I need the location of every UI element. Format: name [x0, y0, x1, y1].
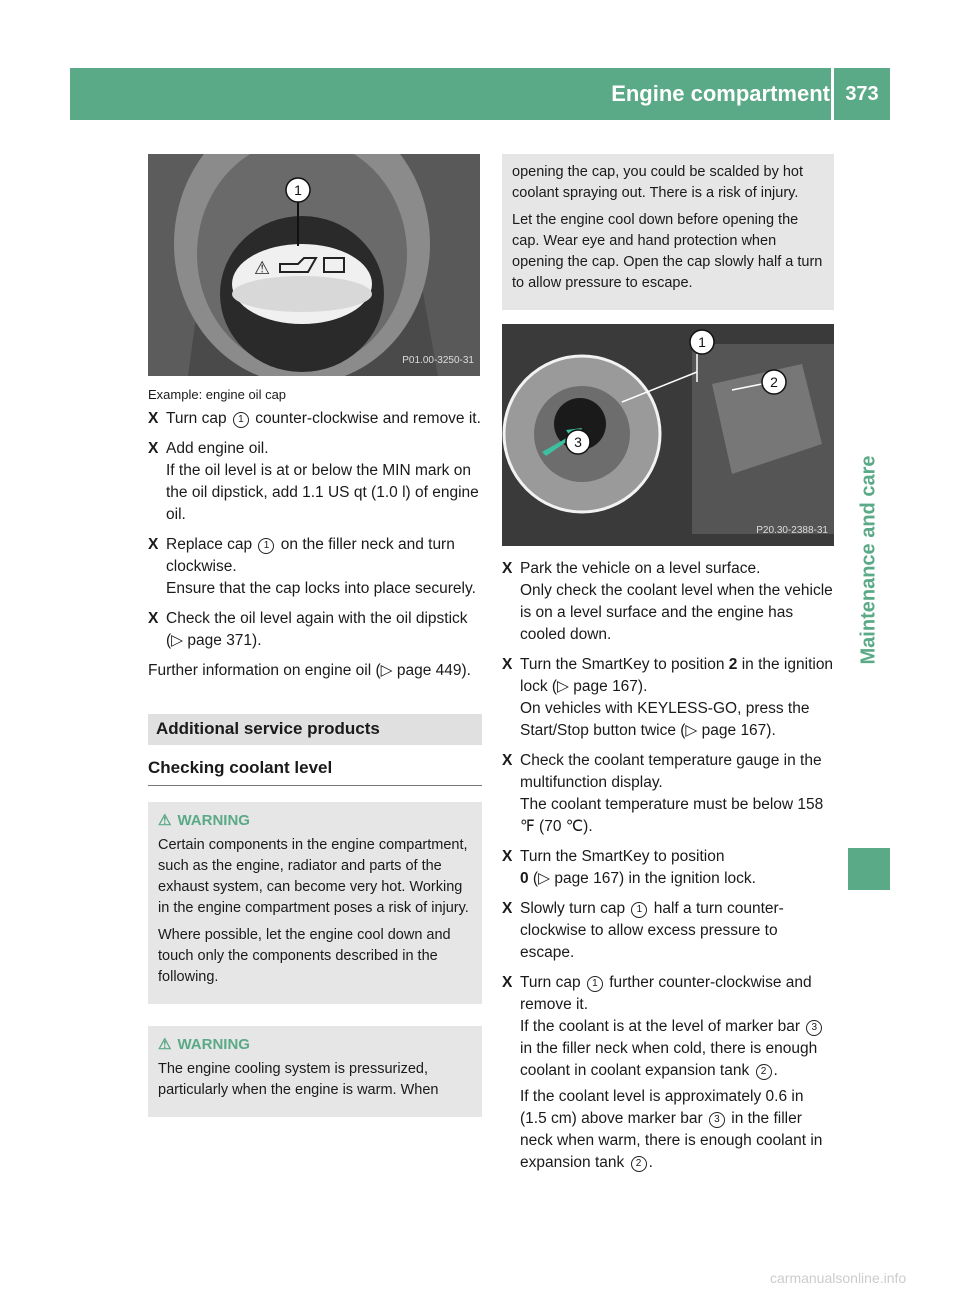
- page-ref-icon: ▷: [685, 722, 698, 739]
- step-smartkey-2: X Turn the SmartKey to position 2 in the ignition lock (▷ page 167). On vehicles with KEYLESS-GO, press the Start/Stop button twice (▷ page 167).: [502, 656, 834, 739]
- step-add-oil: X Add engine oil. If the oil level is at or below the MIN mark on the oil dipstick, add 1.1 US qt (1.0 l) of engine oil.: [148, 440, 479, 523]
- page-ref-icon: ▷: [380, 662, 393, 679]
- warning-box-pressurized: ⚠ WARNING The engine cooling system is pressurized, particularly when the engine is warm. When: [148, 1026, 482, 1117]
- step-arrow-icon: X: [502, 560, 513, 577]
- photo-code: P01.00-3250-31: [402, 355, 474, 366]
- step-smartkey-0: X Turn the SmartKey to position 0 (▷ page 167) in the ignition lock.: [502, 848, 756, 887]
- warning-symbol-icon: ⚠: [254, 258, 271, 279]
- callout-1: 1: [294, 182, 302, 198]
- page-number: 373: [845, 83, 879, 105]
- step-arrow-icon: X: [502, 752, 513, 769]
- oil-cap-photo: [148, 154, 480, 376]
- subsection-heading: Checking coolant level: [148, 745, 482, 786]
- step-arrow-icon: X: [148, 610, 159, 627]
- photo-caption: Example: engine oil cap: [148, 387, 287, 402]
- step-check-level: X Check the oil level again with the oil dipstick (▷ page 371).: [148, 610, 468, 649]
- right-column: [502, 154, 834, 1182]
- step-arrow-icon: X: [502, 848, 513, 865]
- section-heading: Additional service products: [148, 714, 482, 745]
- step-replace-cap: X Replace cap 1 on the filler neck and turn clockwise. Ensure that the cap locks into place securely.: [148, 536, 476, 597]
- left-column: [148, 154, 482, 1117]
- step-arrow-icon: X: [502, 900, 513, 917]
- chapter-tab-label: Maintenance and care: [857, 455, 880, 665]
- further-info: Further information on engine oil (▷ page 449).: [148, 662, 471, 679]
- step-slowly-turn-cap: X Slowly turn cap 1 half a turn counter-clockwise to allow excess pressure to escape.: [502, 900, 784, 961]
- step-arrow-icon: X: [148, 410, 159, 427]
- step-arrow-icon: X: [502, 656, 513, 673]
- step-remove-cap: X Turn cap 1 further counter-clockwise and remove it. If the coolant is at the level of marker bar 3 in the filler neck when cold, there is enough coolant in coolant expansion tank 2 . If the coolant level is approximately 0.6 in (1.5 cm) above marker bar 3 in the filler neck when warm, there is enough coolant in expansion tank 2 .: [502, 974, 823, 1171]
- page-ref-icon: ▷: [538, 870, 551, 887]
- step-arrow-icon: X: [148, 536, 159, 553]
- callout-2: 2: [770, 374, 778, 390]
- site-watermark: carmanualsonline.info: [770, 1270, 907, 1286]
- step-arrow-icon: X: [502, 974, 513, 991]
- step-check-gauge: X Check the coolant temperature gauge in the multifunction display. The coolant temperature must be below 158 ℉ (70 ℃).: [502, 752, 824, 835]
- step-park-level: X Park the vehicle on a level surface. Only check the coolant level when the vehicle is on a level surface and the engine has cooled down.: [502, 560, 833, 643]
- step-turn-cap: X Turn cap 1 counter-clockwise and remove it.: [148, 408, 482, 430]
- chapter-tab-marker: [848, 848, 890, 890]
- warning-triangle-icon: ⚠: [158, 812, 172, 829]
- page-ref-icon: ▷: [171, 632, 184, 649]
- step-arrow-icon: X: [148, 440, 159, 457]
- warning-triangle-icon: ⚠: [158, 1036, 172, 1053]
- page-ref-icon: ▷: [557, 678, 569, 695]
- warning-box-continued: opening the cap, you could be scalded by hot coolant spraying out. There is a risk of injury. Let the engine cool down before opening the cap. Wear eye and hand protection when opening the cap. Open the cap slowly half a turn to allow pressure to escape.: [502, 154, 834, 310]
- callout-1: 1: [698, 334, 706, 350]
- coolant-illustration: [502, 324, 834, 546]
- callout-3: 3: [574, 434, 582, 450]
- warning-box-hot-components: ⚠ WARNING Certain components in the engine compartment, such as the engine, radiator and parts of the exhaust system, can become very hot. Working in the engine compartment poses a risk of injury. Where possible, let the engine cool down and touch only the components described in the following.: [148, 802, 482, 1004]
- page-title: Engine compartment: [611, 81, 830, 106]
- oil-cap-illustration: [148, 154, 480, 376]
- coolant-tank-photo: [502, 324, 834, 546]
- photo-code: P20.30-2388-31: [756, 525, 828, 536]
